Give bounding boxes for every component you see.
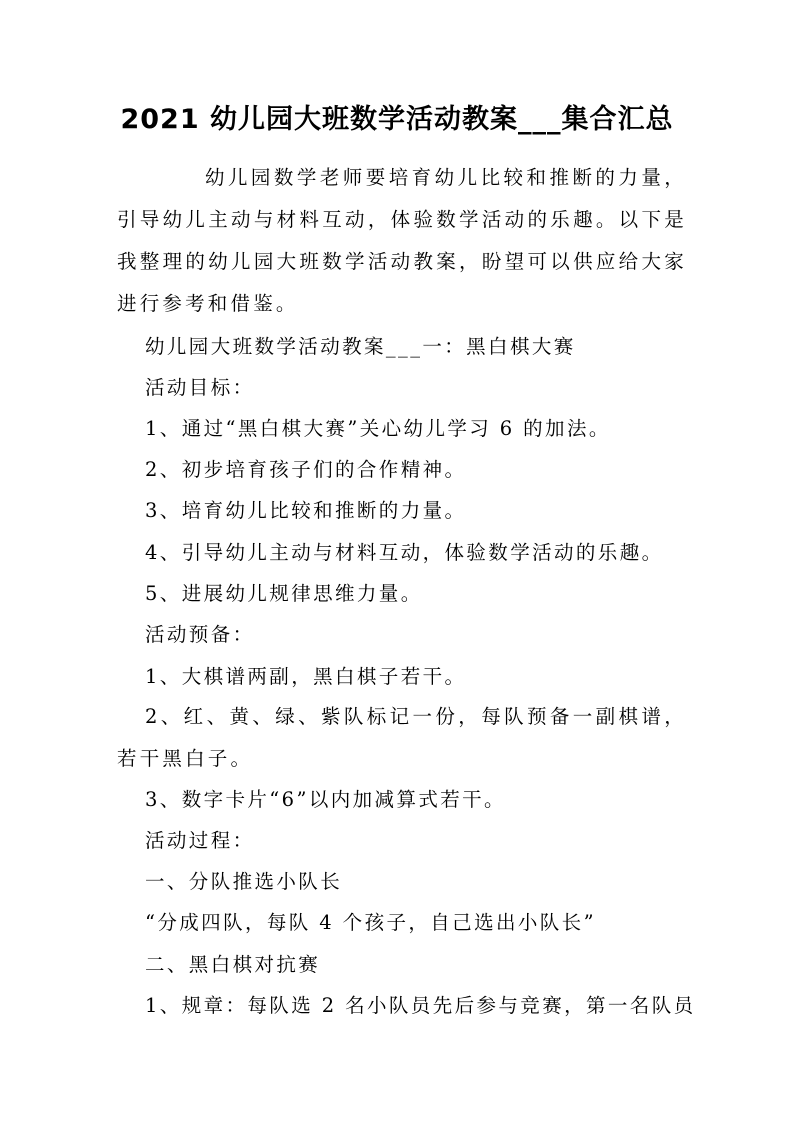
preparation-item-3: 3、数字卡片“6”以内加减算式若干。 <box>145 788 506 811</box>
goal-item-4: 4、引导幼儿主动与材料互动，体验数学活动的乐趣。 <box>145 541 664 564</box>
document-title: 2021 幼儿园大班数学活动教案___集合汇总 <box>120 104 674 135</box>
preparation-item-1: 1、大棋谱两副，黑白棋子若干。 <box>145 665 467 688</box>
process-step-1-quote: “分成四队，每队 4 个孩子，自己选出小队长” <box>145 911 596 934</box>
rule-item-1: 1、规章：每队选 2 名小队员先后参与竞赛，第一名队员 <box>145 994 696 1017</box>
activity-process-heading: 活动过程： <box>145 829 255 852</box>
goal-item-1: 1、通过“黑白棋大赛”关心幼儿学习 6 的加法。 <box>145 417 611 440</box>
preparation-item-2: 2、红、黄、绿、紫队标记一份，每队预备一副棋谱，若干黑白子。 <box>117 705 687 770</box>
activity-preparation-heading: 活动预备： <box>145 623 255 646</box>
activity-goals-heading: 活动目标： <box>145 376 255 399</box>
section-heading-lesson-one: 幼儿园大班数学活动教案___一：黑白棋大赛 <box>145 335 576 358</box>
goal-item-2: 2、初步培育孩子们的合作精神。 <box>145 458 467 481</box>
process-step-1-heading: 一、分队推选小队长 <box>145 870 343 893</box>
intro-paragraph: 幼儿园数学老师要培育幼儿比较和推断的力量，引导幼儿主动与材料互动，体验数学活动的乐趣。以下是我整理的幼儿园大班数学活动教案，盼望可以供应给大家进行参考和借鉴。 <box>117 166 687 315</box>
process-step-2-heading: 二、黑白棋对抗赛 <box>145 953 321 976</box>
goal-item-3: 3、培育幼儿比较和推断的力量。 <box>145 499 467 522</box>
goal-item-5: 5、进展幼儿规律思维力量。 <box>145 582 423 605</box>
